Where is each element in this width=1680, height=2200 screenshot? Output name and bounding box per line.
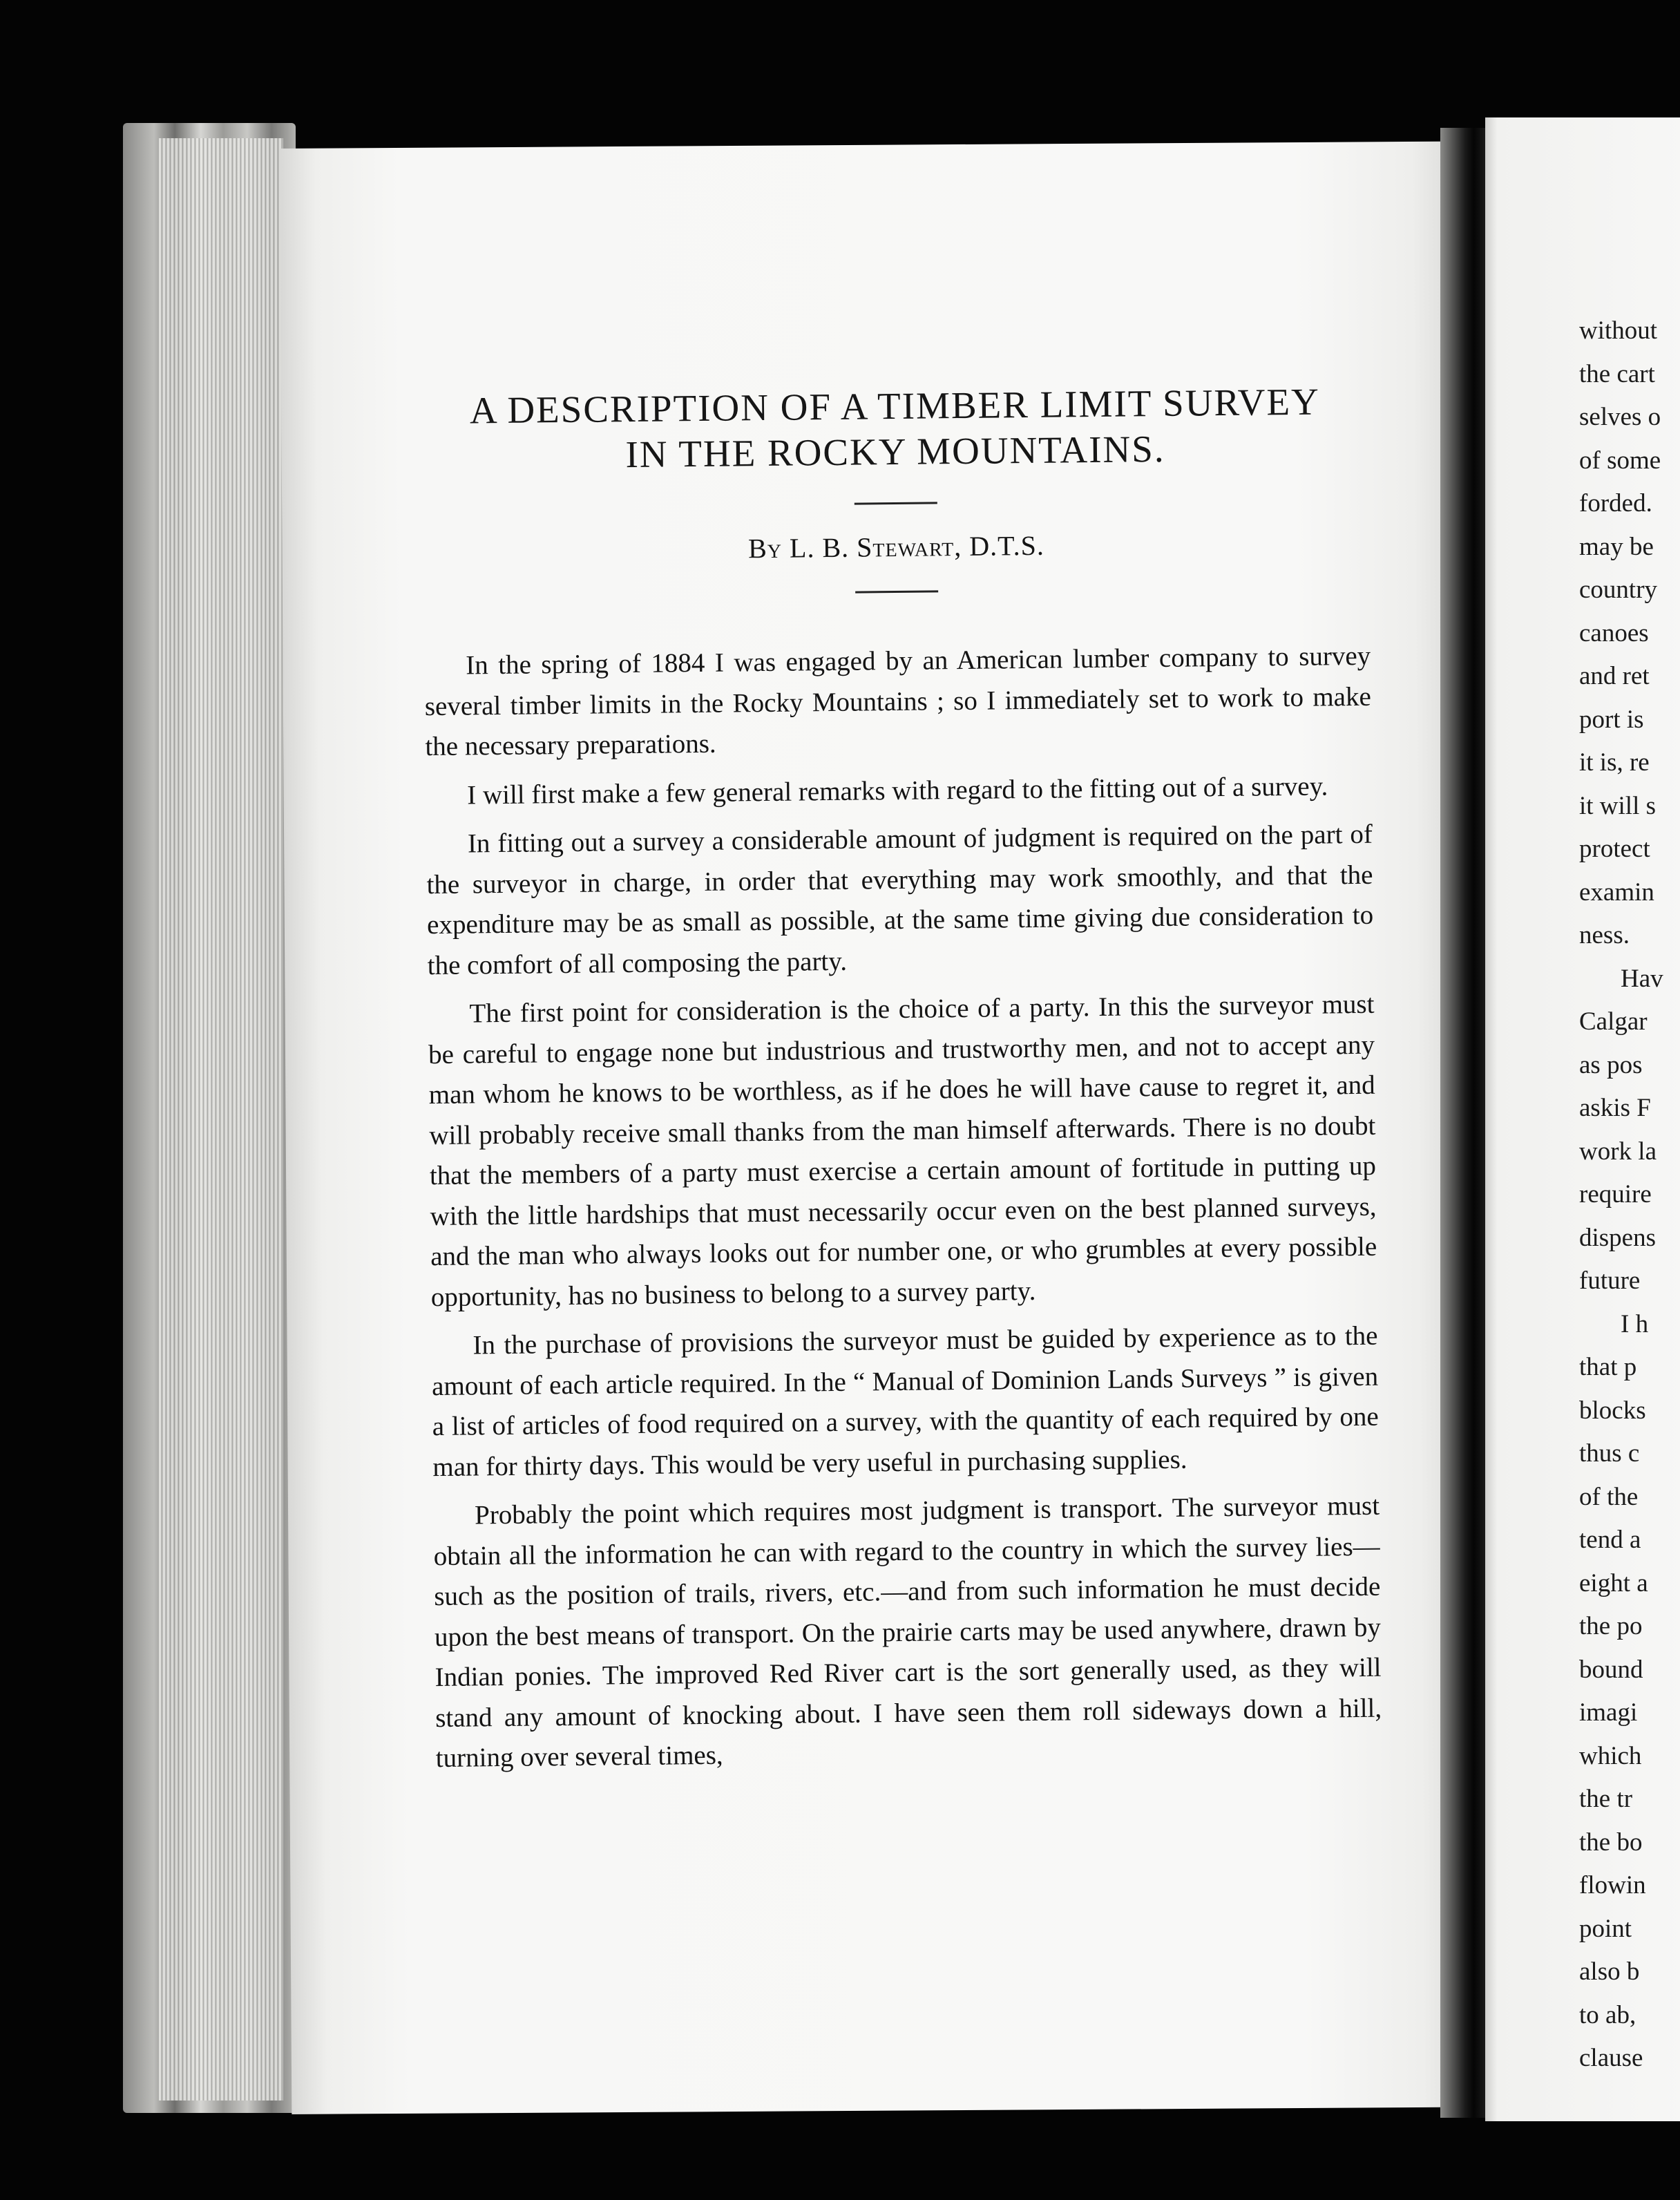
paragraph: In the spring of 1884 I was engaged by an American lumber company to survey several timber limits in the Rocky Mountains ; so I immediately set to work to make the necessary preparations. (424, 641, 1372, 762)
facing-line: without (1579, 316, 1658, 345)
article-title (421, 379, 1368, 480)
facing-line: examin (1579, 878, 1654, 907)
facing-line: the tr (1579, 1785, 1633, 1813)
facing-line: that p (1579, 1353, 1637, 1381)
facing-line: it will s (1579, 791, 1657, 820)
facing-line: thus c (1579, 1439, 1640, 1468)
article (421, 379, 1382, 1788)
article-body (424, 636, 1382, 1779)
facing-line: protect (1579, 835, 1650, 863)
facing-line: point (1579, 1914, 1632, 1943)
paragraph: Probably the point which requires most judgment is transport. The surveyor must obtain all the information he can with regard to the country in which the survey lies—such as the position of trails, rivers, etc.—and from such information he must decide upon the best means of transport. On the prairie carts may be used anywhere, drawn by Indian ponies. The improved Red River cart is the sort generally used, as they will stand any amount of knocking about. I have seen them roll sideways down a hill, turning over several times, (433, 1490, 1382, 1774)
facing-line: require (1579, 1180, 1652, 1208)
paragraph: In the purchase of provisions the surveyor must be guided by experience as to the amount of each article required. In the “ Manual of Dominion Lands Surveys ” is given a list of articles of food required on a survey, with the quantity of each required by one man for thirty days. This would be very useful in purchasing supplies. (431, 1320, 1379, 1482)
facing-line: may be (1579, 532, 1654, 561)
page-edges (159, 138, 283, 2101)
facing-line: which (1579, 1741, 1642, 1770)
facing-line: and ret (1579, 662, 1650, 690)
facing-line: eight a (1579, 1568, 1648, 1597)
facing-line: as pos (1579, 1050, 1643, 1079)
title-line-1: A DESCRIPTION OF A TIMBER LIMIT SURVEY (469, 380, 1321, 432)
facing-line: Calgar (1579, 1007, 1648, 1036)
byline (423, 526, 1369, 568)
author-name: L. B. Stewart, (789, 530, 962, 564)
facing-line: work la (1579, 1137, 1657, 1166)
facing-line: canoes (1579, 618, 1649, 647)
facing-line: also b (1579, 1957, 1640, 1986)
facing-line: dispens (1579, 1223, 1656, 1252)
facing-line: to ab, (1579, 2000, 1636, 2029)
facing-line: tend a (1579, 1526, 1641, 1554)
facing-line: askis F (1579, 1094, 1651, 1122)
facing-line: bound (1579, 1655, 1643, 1684)
paragraph: In fitting out a survey a considerable amount of judgment is required on the part of the surveyor in charge, in order that everything may work smoothly, and that the expenditure may be as small as possible, at the same time giving due consideration to the comfort of all composing the party. (426, 819, 1374, 980)
title-line-2: IN THE ROCKY MOUNTAINS. (625, 427, 1165, 476)
facing-line: the po (1579, 1612, 1643, 1640)
paragraph: The first point for consideration is the choice of a party. In this the surveyor must be careful to engage none but industrious and trustworthy men, and not to accept any man whom he knows to be worthless, as if he does he will have cause to regret it, and will probably receive small thanks from the man himself afterwards. There is no doubt that the members of a party must exercise a certain amount of fortitude in putting up with the little hardships that must necessarily occur even on the best planned surveys, and the man who always looks out for number one, or who grumbles at every possible opportunity, has no business to belong to a survey party. (428, 989, 1377, 1312)
facing-line: of some (1579, 446, 1661, 475)
facing-page-text (1579, 310, 1680, 2080)
byline-prefix: By (747, 532, 783, 565)
facing-line: country (1579, 576, 1658, 604)
facing-line: imagi (1579, 1698, 1638, 1727)
facing-line: ness. (1579, 921, 1630, 949)
facing-line: the bo (1579, 1828, 1643, 1857)
title-divider (855, 502, 937, 504)
facing-line: the cart (1579, 359, 1655, 388)
facing-line: future (1579, 1267, 1641, 1295)
facing-line: Hav (1621, 964, 1663, 993)
facing-line: of the (1579, 1482, 1639, 1511)
facing-line: port is (1579, 705, 1644, 734)
author-credential: D.T.S. (968, 529, 1045, 562)
facing-line: it is, re (1579, 748, 1650, 777)
facing-line: blocks (1579, 1396, 1646, 1425)
paragraph: I will first make a few general remarks with regard to the fitting out of a survey. (466, 770, 1328, 810)
facing-line: selves o (1579, 403, 1661, 431)
facing-line: I h (1621, 1309, 1649, 1338)
byline-divider (855, 590, 938, 593)
facing-line: clause (1579, 2044, 1643, 2072)
facing-line: flowin (1579, 1871, 1646, 1899)
facing-line: forded. (1579, 489, 1652, 518)
